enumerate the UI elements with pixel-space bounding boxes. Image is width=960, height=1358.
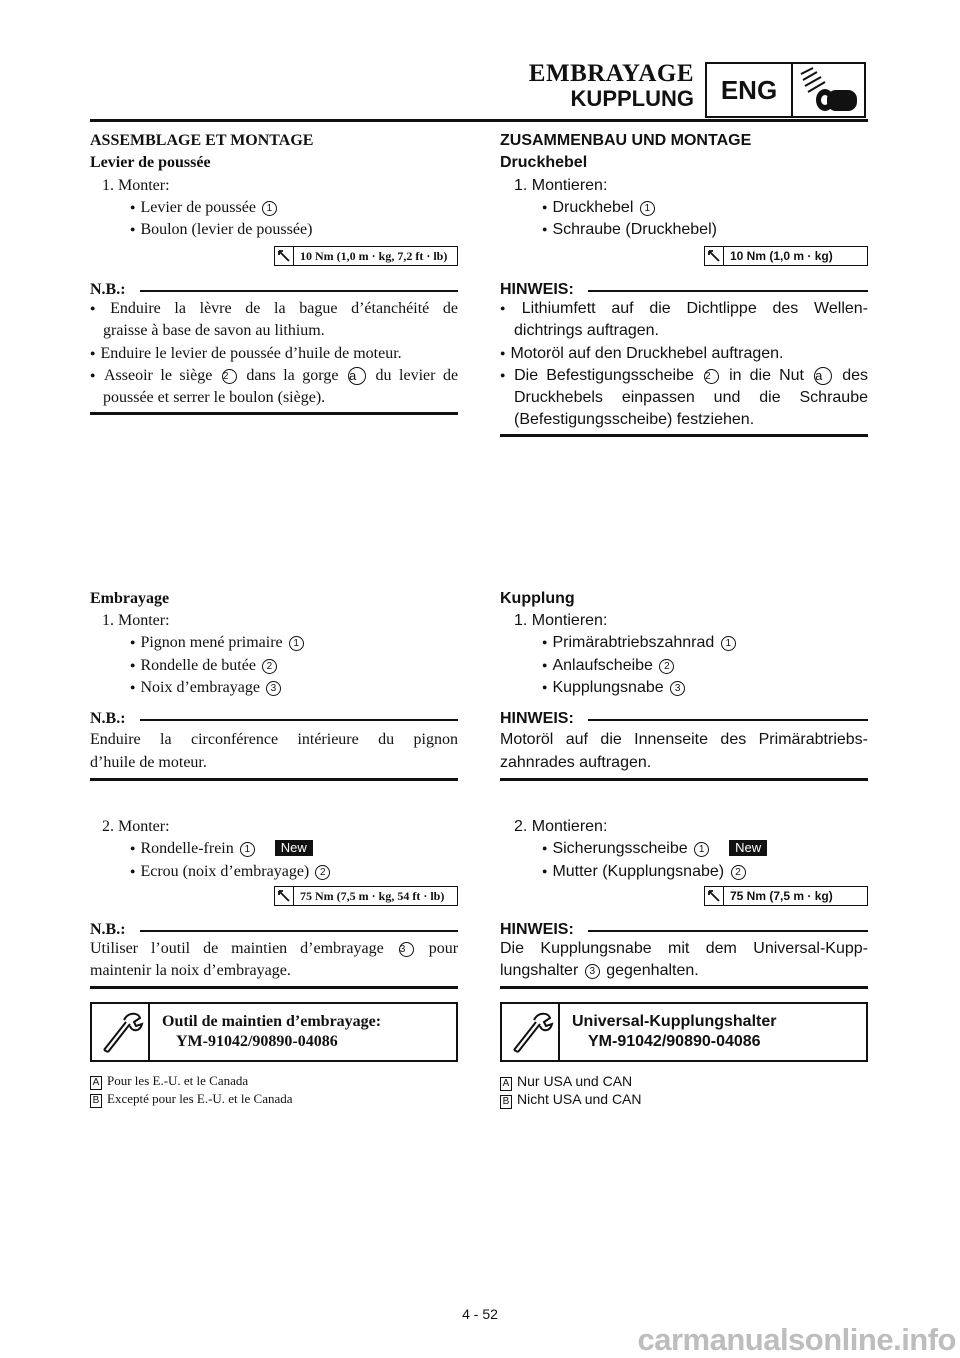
note-rule — [140, 930, 458, 932]
t: lungshalter — [500, 962, 579, 979]
de-clutch-torque — [704, 886, 868, 906]
watermark: carmanualsonline.info — [637, 1322, 956, 1357]
de-clutch-note1b: zahnrades auftragen. — [500, 754, 652, 771]
new-badge: New — [729, 840, 767, 856]
de-lever-note2: ● Motoröl auf den Druckhebel auftragen. — [500, 345, 784, 363]
eng-badge — [705, 62, 866, 118]
fr-clutch-step1: 1. Monter: — [102, 612, 170, 629]
ref-1: 1 — [721, 636, 736, 651]
de-clutch-note2-end — [500, 986, 868, 989]
note-label: N.B.: — [90, 710, 130, 728]
t: Asseoir le siège — [103, 367, 213, 384]
t: gegenhalten. — [606, 962, 699, 979]
header-title-fr: EMBRAYAGE — [528, 60, 694, 87]
fr-lever-note1a: ● Enduire la lèvre de la bague d’étanchéité de — [90, 300, 458, 318]
fr-section-title: ASSEMBLAGE ET MONTAGE — [90, 132, 314, 149]
fr-clutch-item4 — [130, 840, 313, 858]
ref-2: 2 — [731, 865, 746, 880]
de-lever-note3c: (Befestigungsscheibe) festziehen. — [514, 411, 755, 428]
de-clutch-step2: 2. Montieren: — [514, 818, 608, 835]
de-lever-note-end — [500, 434, 868, 437]
note-label: N.B.: — [90, 281, 130, 299]
wrench-tool-icon — [502, 1004, 560, 1060]
letter-a: A — [500, 1077, 512, 1091]
fr-clutch-note2a — [90, 940, 458, 958]
t: du levier de — [375, 367, 459, 384]
torque-value: 75 Nm (7,5 m · kg, 54 ft · lb) — [300, 888, 445, 903]
de-clutch-item3 — [542, 679, 687, 697]
fr-clutch-note1a: Enduire la circonférence intérieure du pignon — [90, 731, 458, 748]
de-clutch-note-head — [500, 710, 868, 730]
note-label: HINWEIS: — [500, 710, 578, 728]
ref-1: 1 — [694, 842, 709, 857]
t: Nicht USA und CAN — [517, 1091, 642, 1107]
fr-tool-name: Outil de maintien d’embrayage: — [162, 1013, 382, 1030]
de-clutch-note2-head — [500, 921, 868, 941]
ref-a: a — [348, 367, 366, 385]
torque-value: 10 Nm (1,0 m · kg, 7,2 ft · lb) — [300, 248, 448, 263]
fr-clutch-note1b: d’huile de moteur. — [90, 754, 207, 771]
de-lever-note-head — [500, 281, 868, 301]
fr-clutch-note-end — [90, 778, 458, 781]
torque-value: 75 Nm (7,5 m · kg) — [730, 889, 833, 903]
t: Noix d’embrayage — [140, 679, 260, 696]
letter-b: B — [90, 1094, 102, 1108]
ref-3: 3 — [585, 964, 600, 979]
torque-wrench-icon — [275, 247, 294, 265]
de-lever-note1b: dichtrings auftragen. — [514, 322, 659, 339]
de-lever-note1a: ● Lithiumfett auf die Dichtlippe des Wellen- — [500, 300, 868, 318]
t: Primärabtriebszahnrad — [552, 634, 715, 651]
fr-lever-torque — [274, 246, 458, 266]
fr-clutch-torque — [274, 886, 458, 906]
fr-clutch-item1 — [130, 634, 306, 652]
ref-3: 3 — [670, 681, 685, 696]
fr-column — [90, 130, 458, 1130]
t: des — [842, 367, 868, 384]
fr-foot-a — [90, 1073, 248, 1090]
fr-lever-note-head — [90, 281, 458, 301]
t: Excepté pour les E.-U. et le Canada — [107, 1091, 293, 1106]
new-badge: New — [275, 840, 313, 856]
fr-clutch-step2: 2. Monter: — [102, 818, 170, 835]
ref-3: 3 — [266, 681, 281, 696]
de-lever-torque — [704, 246, 868, 266]
ref-1: 1 — [240, 842, 255, 857]
t: Pignon mené primaire — [140, 634, 283, 651]
ref-a: a — [814, 367, 832, 385]
header-rule — [90, 119, 868, 122]
note-rule — [140, 290, 458, 292]
fr-lever-note2: ● Enduire le levier de poussée d’huile de moteur. — [90, 345, 402, 363]
fr-lever-note3b: poussée et serrer le boulon (siège). — [103, 389, 326, 406]
de-clutch-heading: Kupplung — [500, 590, 575, 607]
torque-wrench-icon — [705, 887, 724, 905]
fr-clutch-note-head — [90, 710, 458, 730]
fr-lever-note3a — [90, 367, 458, 385]
fr-clutch-note2b: maintenir la noix d’embrayage. — [90, 962, 291, 979]
de-lever-step1: 1. Montieren: — [514, 177, 608, 194]
t: dans la gorge — [246, 367, 339, 384]
t: Die Befestigungsscheibe — [514, 367, 694, 384]
fr-clutch-note2-end — [90, 986, 458, 989]
de-section-title: ZUSAMMENBAU UND MONTAGE — [500, 132, 752, 149]
fr-lever-item1 — [130, 199, 279, 217]
torque-wrench-icon — [275, 887, 294, 905]
de-clutch-item2 — [542, 657, 676, 675]
de-tool-box — [500, 1002, 868, 1062]
fr-clutch-item5 — [130, 863, 332, 881]
de-clutch-item4 — [542, 840, 767, 858]
ref-3: 3 — [399, 942, 414, 957]
page-number: 4 - 52 — [462, 1306, 498, 1322]
fr-clutch-item3 — [130, 679, 283, 697]
fr-tool-box — [90, 1002, 458, 1062]
note-rule — [588, 719, 868, 721]
t: Sicherungsscheibe — [552, 840, 688, 857]
de-lever-item1 — [542, 199, 657, 217]
letter-a: A — [90, 1076, 102, 1090]
t: Mutter (Kupplungsnabe) — [552, 863, 725, 880]
fr-foot-b — [90, 1091, 293, 1108]
ref-2: 2 — [222, 369, 237, 384]
fr-clutch-heading: Embrayage — [90, 590, 170, 607]
eng-badge-label: ENG — [707, 64, 793, 116]
t: Kupplungsnabe — [552, 679, 664, 696]
wrench-tool-icon — [92, 1004, 150, 1060]
ref-2: 2 — [262, 659, 277, 674]
de-lever-item2: ● Schraube (Druckhebel) — [542, 221, 717, 239]
note-rule — [588, 290, 868, 292]
t: Druckhebel — [552, 199, 634, 216]
fr-tool-code: YM-91042/90890-04086 — [176, 1033, 338, 1050]
note-label: HINWEIS: — [500, 921, 578, 939]
torque-wrench-icon — [705, 247, 724, 265]
note-rule — [588, 930, 868, 932]
de-clutch-item1 — [542, 634, 738, 652]
fr-lever-note-end — [90, 412, 458, 415]
note-rule — [140, 719, 458, 721]
de-column — [500, 130, 868, 1130]
fr-lever-note1b: graisse à base de savon au lithium. — [103, 322, 325, 339]
fr-clutch-item2 — [130, 657, 279, 675]
ref-1: 1 — [262, 201, 277, 216]
t: Ecrou (noix d’embrayage) — [140, 863, 310, 880]
engine-icon — [793, 66, 863, 116]
de-tool-name: Universal-Kupplungshalter — [572, 1013, 777, 1030]
ref-2: 2 — [659, 659, 674, 674]
de-lever-note3a — [500, 367, 868, 385]
t: Rondelle de butée — [140, 657, 256, 674]
note-label: HINWEIS: — [500, 281, 578, 299]
t: Nur USA und CAN — [517, 1073, 633, 1089]
de-clutch-item5 — [542, 863, 748, 881]
de-clutch-step1: 1. Montieren: — [514, 612, 608, 629]
fr-clutch-note2-head — [90, 921, 458, 941]
de-lever-heading: Druckhebel — [500, 154, 588, 171]
ref-2: 2 — [315, 865, 330, 880]
t: Utiliser l’outil de maintien d’embrayage — [90, 940, 384, 957]
fr-lever-heading: Levier de poussée — [90, 154, 211, 171]
de-clutch-note-end — [500, 778, 868, 781]
ref-1: 1 — [289, 636, 304, 651]
item-text: Levier de poussée — [140, 199, 256, 216]
note-label: N.B.: — [90, 921, 130, 939]
de-clutch-note2a: Die Kupplungsnabe mit dem Universal-Kupp- — [500, 940, 868, 957]
t: Rondelle-frein — [140, 840, 234, 857]
de-clutch-note1a: Motoröl auf die Innenseite des Primärabtriebs- — [500, 731, 868, 748]
fr-lever-step1: 1. Monter: — [102, 177, 170, 194]
de-clutch-note2b — [500, 962, 699, 980]
letter-b: B — [500, 1095, 512, 1109]
de-foot-b — [500, 1091, 642, 1109]
fr-lever-item2: ● Boulon (levier de poussée) — [130, 221, 312, 239]
t: pour — [428, 940, 459, 957]
ref-2: 2 — [704, 369, 719, 384]
header-title-de: KUPPLUNG — [570, 86, 694, 111]
ref-1: 1 — [640, 201, 655, 216]
torque-value: 10 Nm (1,0 m · kg) — [730, 249, 833, 263]
t: Anlaufscheibe — [552, 657, 653, 674]
t: Pour les E.-U. et le Canada — [107, 1073, 249, 1088]
de-foot-a — [500, 1073, 632, 1091]
de-lever-note3b: Druckhebels einpassen und die Schraube — [514, 389, 868, 406]
de-tool-code: YM-91042/90890-04086 — [588, 1033, 761, 1050]
t: in die Nut — [729, 367, 804, 384]
